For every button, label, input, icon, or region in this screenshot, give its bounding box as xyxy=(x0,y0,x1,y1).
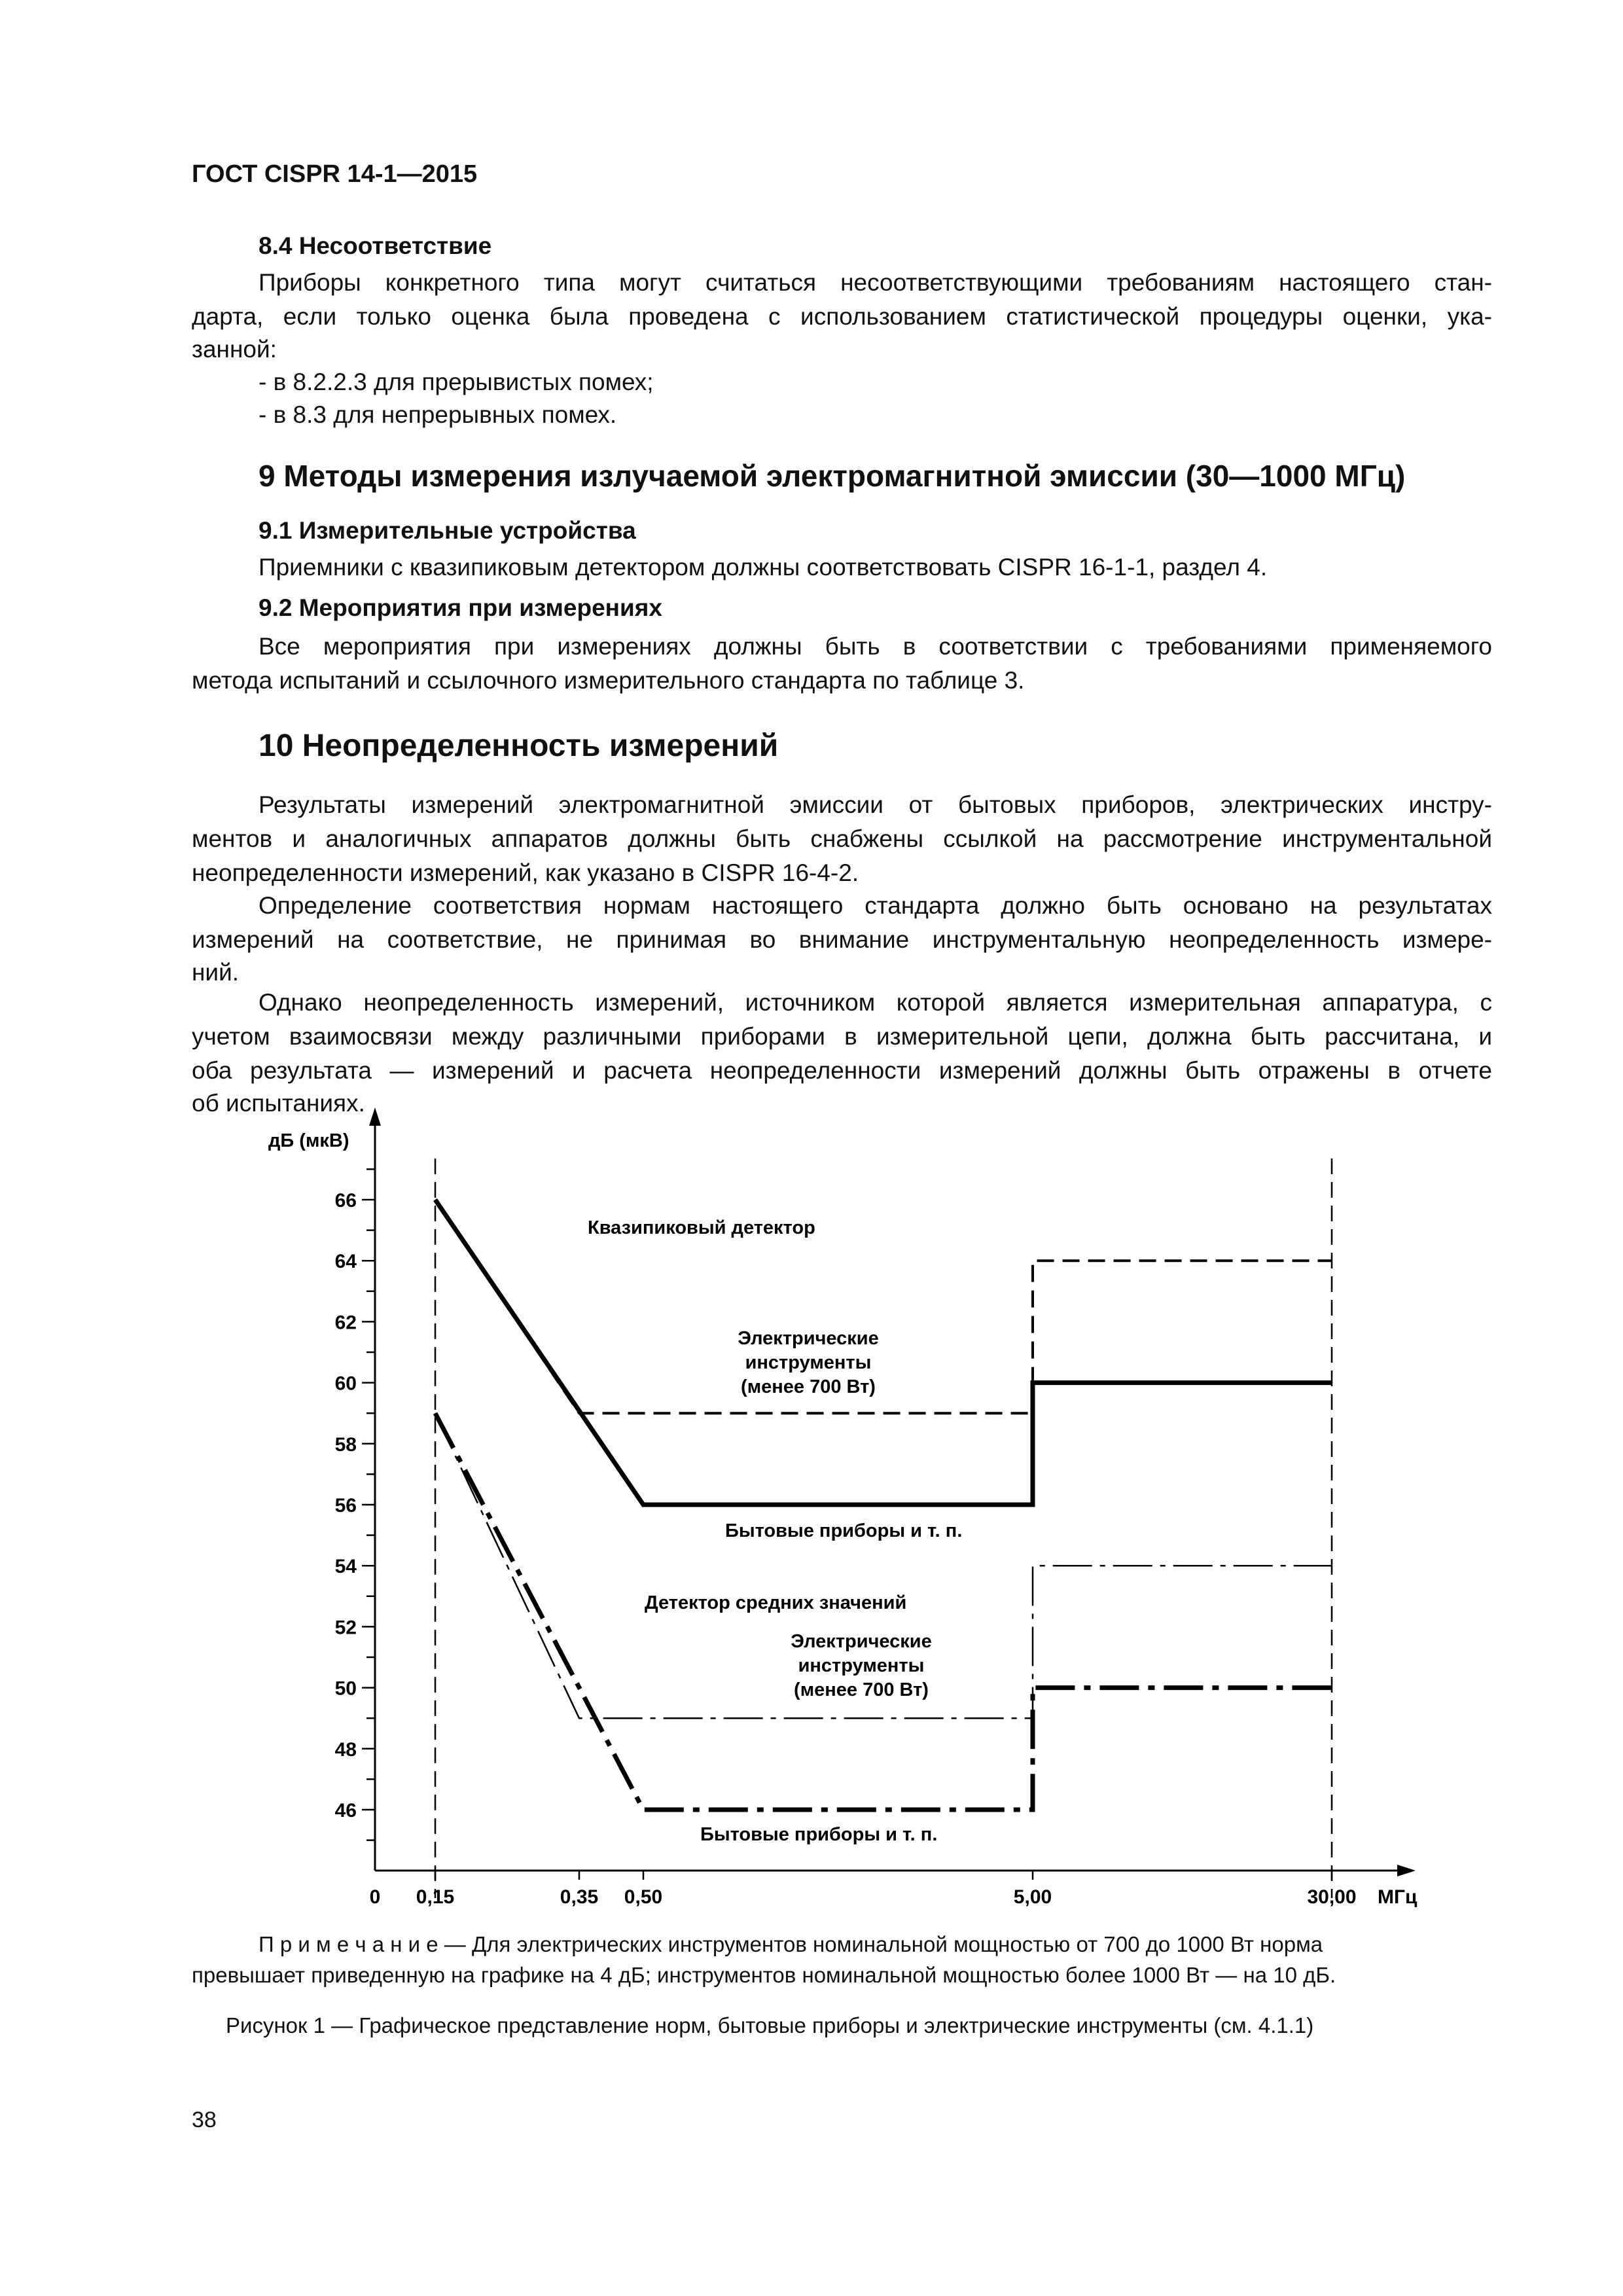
paragraph-line: учетом взаимосвязи между различными приборами в измерительной цепи, должна быть рассчитана, и xyxy=(192,1023,1492,1050)
y-tick-label: 54 xyxy=(334,1556,357,1578)
note-line: П р и м е ч а н и е — Для электрических инструментов номинальной мощностью от 700 до 1000 Вт норма xyxy=(259,1932,1323,1956)
household-avg-label: Бытовые приборы и т. п. xyxy=(700,1824,938,1845)
y-tick-label: 50 xyxy=(334,1677,357,1700)
paragraph-line: Приборы конкретного типа могут считаться несоответствующими требованиям настоящего стан- xyxy=(259,269,1492,296)
el-tools-qp-label-1: Электрические xyxy=(738,1328,879,1349)
x-tick-label: 0,15 xyxy=(416,1886,455,1908)
section-9-1-title: 9.1 Измерительные устройства xyxy=(259,517,636,544)
y-axis-label: дБ (мкВ) xyxy=(268,1130,349,1151)
paragraph-line: неопределенности измерений, как указано в CISPR 16-4-2. xyxy=(192,859,859,886)
paragraph-line: занной: xyxy=(192,336,277,363)
paragraph-line: об испытаниях. xyxy=(192,1090,365,1117)
x-tick-label: 0 xyxy=(369,1886,381,1908)
paragraph-line: ментов и аналогичных аппаратов должны быть снабжены ссылкой на рассмотрение инструментальной xyxy=(192,825,1492,852)
section-9-title: 9 Методы измерения излучаемой электромагнитной эмиссии (30—1000 МГц) xyxy=(259,459,1406,493)
el-tools-avg-label-3: (менее 700 Вт) xyxy=(794,1679,929,1700)
el-tools-qp-label-2: инструменты xyxy=(745,1352,872,1373)
paragraph-line: Все мероприятия при измерениях должны быть в соответствии с требованиями применяемого xyxy=(259,633,1492,660)
paragraph-line: ний. xyxy=(192,959,240,986)
paragraph-line: Однако неопределенность измерений, источником которой является измерительная аппаратура, с xyxy=(259,989,1492,1016)
y-tick-label: 66 xyxy=(334,1190,357,1211)
paragraph-line: метода испытаний и ссылочного измерительного стандарта по таблице 3. xyxy=(192,667,1025,694)
note-line: превышает приведенную на графике на 4 дБ; инструментов номинальной мощностью более 1000 Вт — на 10 дБ. xyxy=(192,1963,1336,1987)
document-header: ГОСТ CISPR 14-1—2015 xyxy=(192,160,478,188)
x-tick-label: 0,50 xyxy=(624,1886,663,1908)
list-item: - в 8.3 для непрерывных помех. xyxy=(259,401,617,428)
y-tick-label: 46 xyxy=(334,1800,357,1821)
x-axis-unit-label: МГц xyxy=(1378,1886,1418,1908)
list-item: - в 8.2.2.3 для прерывистых помех; xyxy=(259,368,654,395)
paragraph-line: Приемники с квазипиковым детектором должны соответствовать CISPR 16-1-1, раздел 4. xyxy=(259,554,1268,581)
paragraph-line: дарта, если только оценка была проведена с использованием статистической процедуры оценки, ука- xyxy=(192,303,1492,330)
qp-detector-label: Квазипиковый детектор xyxy=(588,1217,815,1238)
y-axis-arrow xyxy=(369,1107,381,1126)
series-line-1 xyxy=(435,1200,1332,1505)
x-axis-arrow xyxy=(1397,1865,1416,1876)
el-tools-avg-label-2: инструменты xyxy=(798,1655,925,1676)
x-tick-label: 30,00 xyxy=(1307,1886,1357,1908)
y-tick-label: 62 xyxy=(334,1312,357,1334)
avg-detector-label: Детектор средних значений xyxy=(645,1592,907,1613)
y-tick-label: 48 xyxy=(334,1738,357,1761)
section-8-4-title: 8.4 Несоответствие xyxy=(259,232,492,259)
x-tick-label: 5,00 xyxy=(1013,1886,1052,1908)
y-tick-label: 64 xyxy=(334,1251,357,1273)
page-number: 38 xyxy=(192,2108,217,2132)
x-tick-label: 0,35 xyxy=(560,1886,599,1908)
paragraph-line: Результаты измерений электромагнитной эмиссии от бытовых приборов, электрических инстру- xyxy=(259,791,1492,818)
y-tick-label: 60 xyxy=(334,1372,357,1395)
household-qp-label: Бытовые приборы и т. п. xyxy=(725,1520,963,1541)
section-10-title: 10 Неопределенность измерений xyxy=(259,728,779,763)
el-tools-qp-label-3: (менее 700 Вт) xyxy=(741,1376,876,1397)
y-tick-label: 58 xyxy=(334,1433,357,1456)
paragraph-line: измерений на соответствие, не принимая во внимание инструментальную неопределенность измере- xyxy=(192,926,1492,953)
y-tick-label: 52 xyxy=(334,1617,357,1639)
section-9-2-title: 9.2 Мероприятия при измерениях xyxy=(259,594,662,621)
el-tools-avg-label-1: Электрические xyxy=(791,1631,932,1652)
figure-caption: Рисунок 1 — Графическое представление норм, бытовые приборы и электрические инструменты (см. 4.1.1) xyxy=(226,2013,1314,2037)
paragraph-line: Определение соответствия нормам настоящего стандарта должно быть основано на результатах xyxy=(259,892,1492,919)
paragraph-line: оба результата — измерений и расчета неопределенности измерений должны быть отражены в отчете xyxy=(192,1057,1492,1084)
y-tick-label: 56 xyxy=(334,1495,357,1516)
